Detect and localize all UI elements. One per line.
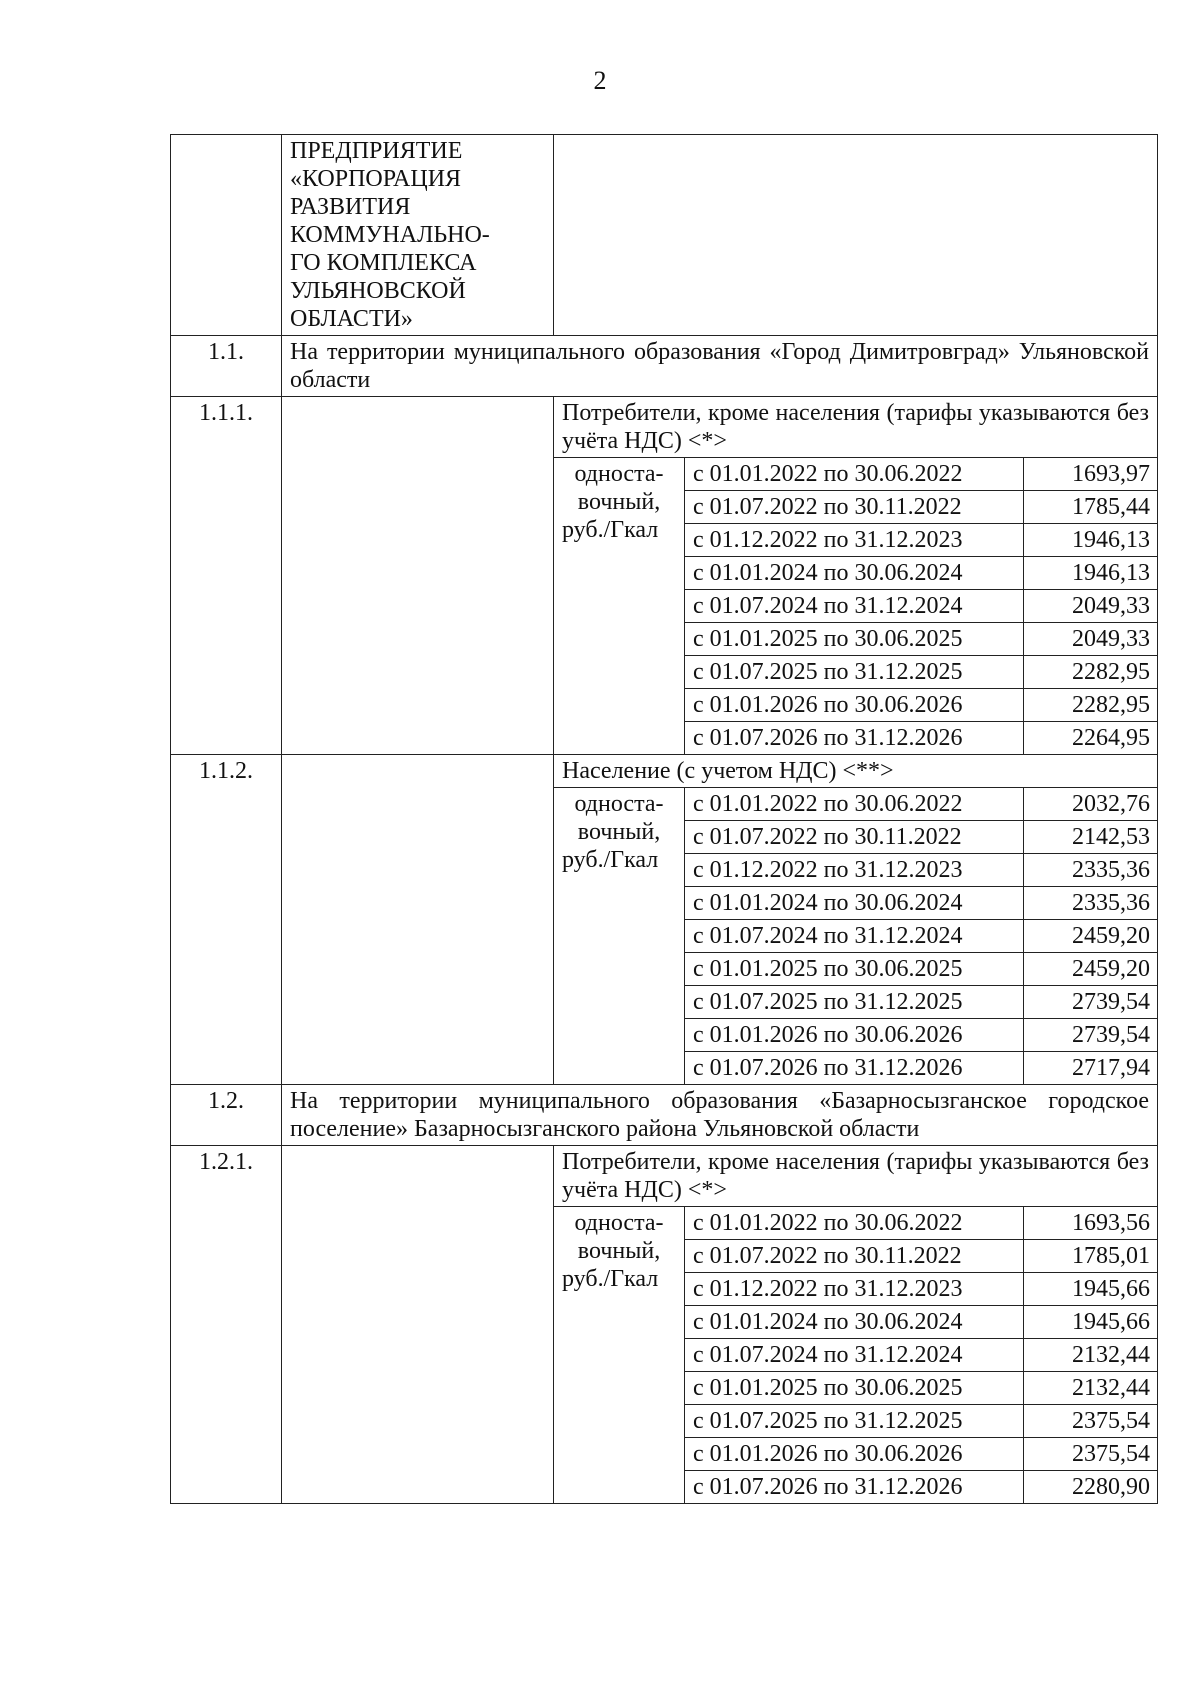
tariff-unit [554,1207,685,1504]
tariff-unit-line: руб./Гкал [562,847,659,873]
rate-row [685,524,1158,557]
group-heading-row [171,1146,1158,1207]
rate-period: с 01.07.2022 по 30.11.2022 [685,1240,1023,1273]
rate-price: 2375,54 [1023,1405,1158,1438]
rate-period: с 01.01.2026 по 30.06.2026 [685,1438,1023,1471]
rate-row [685,1372,1158,1405]
group-number: 1.1.1. [171,397,282,755]
tariff-unit-line: односта- [574,461,664,487]
tariff-unit [554,458,685,755]
rate-period: с 01.01.2026 по 30.06.2026 [685,1019,1023,1052]
rate-price: 2049,33 [1023,590,1158,623]
org-line: «КОРПОРАЦИЯ [290,166,462,192]
rate-row [685,1207,1158,1240]
rate-period: с 01.07.2025 по 31.12.2025 [685,986,1023,1019]
rate-period: с 01.07.2025 по 31.12.2025 [685,656,1023,689]
tariff-unit-line: вочный, [577,819,661,845]
tariff-unit-line: руб./Гкал [562,517,659,543]
rate-period: с 01.01.2024 по 30.06.2024 [685,1306,1023,1339]
rate-period: с 01.07.2026 по 31.12.2026 [685,1052,1023,1085]
group-number: 1.2.1. [171,1146,282,1504]
rate-price: 2459,20 [1023,920,1158,953]
org-num-cell [171,135,282,336]
rates-cell [685,1207,1158,1504]
tariff-table-body [171,135,1158,1504]
rate-period: с 01.12.2022 по 31.12.2023 [685,1273,1023,1306]
rate-period: с 01.07.2022 по 30.11.2022 [685,821,1023,854]
rate-row [685,1240,1158,1273]
rate-price: 2459,20 [1023,953,1158,986]
rate-row [685,1052,1158,1085]
consumer-category: Население (с учетом НДС) <**> [554,755,1158,788]
group-blank-cell [282,397,554,755]
rate-price: 2335,36 [1023,854,1158,887]
rate-period: с 01.07.2024 по 31.12.2024 [685,920,1023,953]
rate-price: 1945,66 [1023,1306,1158,1339]
section-row [171,336,1158,397]
org-line: ОБЛАСТИ» [290,306,413,332]
rate-row [685,821,1158,854]
rate-period: с 01.12.2022 по 31.12.2023 [685,854,1023,887]
rate-row [685,491,1158,524]
rate-price: 1693,97 [1023,458,1158,491]
rate-price: 2142,53 [1023,821,1158,854]
section-row [171,1085,1158,1146]
org-name-cell [282,135,554,336]
rates-table [685,458,1158,754]
rate-period: с 01.01.2024 по 30.06.2024 [685,557,1023,590]
rate-period: с 01.01.2025 по 30.06.2025 [685,953,1023,986]
rates-cell [685,788,1158,1085]
page-number: 2 [593,66,607,95]
consumer-category: Потребители, кроме населения (тарифы указываются без учёта НДС) <*> [554,397,1158,458]
org-line: УЛЬЯНОВСКОЙ [290,278,466,304]
rate-row [685,953,1158,986]
rate-price: 2282,95 [1023,689,1158,722]
rate-price: 2280,90 [1023,1471,1158,1504]
org-line: ПРЕДПРИЯТИЕ [290,138,463,164]
rate-row [685,557,1158,590]
rate-row [685,1438,1158,1471]
rate-row [685,1339,1158,1372]
rate-price: 1693,56 [1023,1207,1158,1240]
group-blank-cell [282,755,554,1085]
rate-period: с 01.07.2026 по 31.12.2026 [685,722,1023,755]
rate-price: 2264,95 [1023,722,1158,755]
group-number: 1.1.2. [171,755,282,1085]
org-line: ГО КОМПЛЕКСА [290,250,477,276]
rate-row [685,1019,1158,1052]
rate-price: 2335,36 [1023,887,1158,920]
tariff-unit-line: руб./Гкал [562,1266,659,1292]
rate-price: 2739,54 [1023,986,1158,1019]
rate-price: 2282,95 [1023,656,1158,689]
rate-row [685,1405,1158,1438]
rate-price: 1946,13 [1023,524,1158,557]
rate-row [685,656,1158,689]
rate-period: с 01.01.2025 по 30.06.2025 [685,1372,1023,1405]
tariff-unit-line: односта- [574,791,664,817]
section-title: На территории муниципального образования «Базарносызганское городское поселение» Базарносызганского района Ульяновской области [282,1085,1158,1146]
rate-row [685,854,1158,887]
rates-cell [685,458,1158,755]
group-blank-cell [282,1146,554,1504]
org-line: КОММУНАЛЬНО- [290,222,490,248]
rate-row [685,788,1158,821]
rate-period: с 01.07.2024 по 31.12.2024 [685,1339,1023,1372]
rate-period: с 01.12.2022 по 31.12.2023 [685,524,1023,557]
org-line: РАЗВИТИЯ [290,194,411,220]
rate-period: с 01.01.2022 по 30.06.2022 [685,788,1023,821]
rate-price: 2049,33 [1023,623,1158,656]
group-heading-row [171,397,1158,458]
tariff-unit-line: вочный, [577,489,661,515]
rates-table [685,788,1158,1084]
section-number: 1.2. [171,1085,282,1146]
rate-price: 2032,76 [1023,788,1158,821]
group-heading-row [171,755,1158,788]
section-number: 1.1. [171,336,282,397]
rate-row [685,1306,1158,1339]
rate-row [685,1471,1158,1504]
tariff-unit-line: вочный, [577,1238,661,1264]
rate-row [685,887,1158,920]
rate-row [685,722,1158,755]
rate-period: с 01.01.2025 по 30.06.2025 [685,623,1023,656]
rate-price: 1785,44 [1023,491,1158,524]
rate-period: с 01.01.2022 по 30.06.2022 [685,1207,1023,1240]
rate-period: с 01.07.2026 по 31.12.2026 [685,1471,1023,1504]
rate-price: 1946,13 [1023,557,1158,590]
tariff-unit [554,788,685,1085]
rate-row [685,590,1158,623]
org-empty-cell [554,135,1158,336]
org-row [171,135,1158,336]
rate-row [685,920,1158,953]
consumer-category: Потребители, кроме населения (тарифы указываются без учёта НДС) <*> [554,1146,1158,1207]
rate-period: с 01.07.2024 по 31.12.2024 [685,590,1023,623]
rate-price: 2717,94 [1023,1052,1158,1085]
rate-period: с 01.01.2026 по 30.06.2026 [685,689,1023,722]
rate-price: 2739,54 [1023,1019,1158,1052]
rate-price: 2375,54 [1023,1438,1158,1471]
rate-period: с 01.01.2024 по 30.06.2024 [685,887,1023,920]
tariff-table [170,134,1158,1504]
rate-price: 1945,66 [1023,1273,1158,1306]
rate-price: 1785,01 [1023,1240,1158,1273]
rate-period: с 01.07.2022 по 30.11.2022 [685,491,1023,524]
rate-row [685,458,1158,491]
section-title: На территории муниципального образования «Город Димитровград» Ульяновской области [282,336,1158,397]
rate-row [685,1273,1158,1306]
rate-period: с 01.07.2025 по 31.12.2025 [685,1405,1023,1438]
rate-period: с 01.01.2022 по 30.06.2022 [685,458,1023,491]
rate-price: 2132,44 [1023,1372,1158,1405]
tariff-unit-line: односта- [574,1210,664,1236]
rate-price: 2132,44 [1023,1339,1158,1372]
rates-table [685,1207,1158,1503]
rate-row [685,689,1158,722]
rate-row [685,986,1158,1019]
rate-row [685,623,1158,656]
